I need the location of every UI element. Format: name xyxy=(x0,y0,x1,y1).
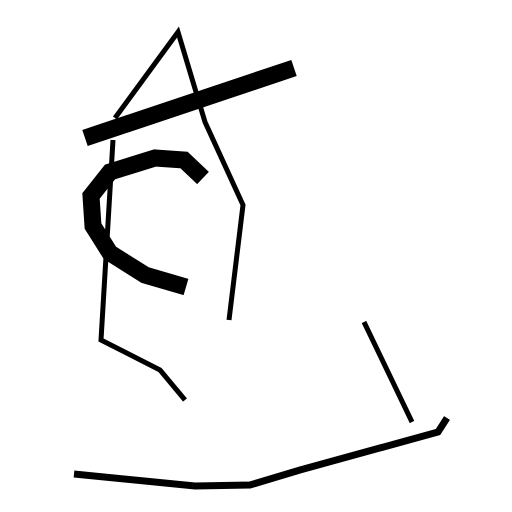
bottom-base-stroke xyxy=(74,418,447,486)
right-short-diagonal xyxy=(364,322,412,422)
